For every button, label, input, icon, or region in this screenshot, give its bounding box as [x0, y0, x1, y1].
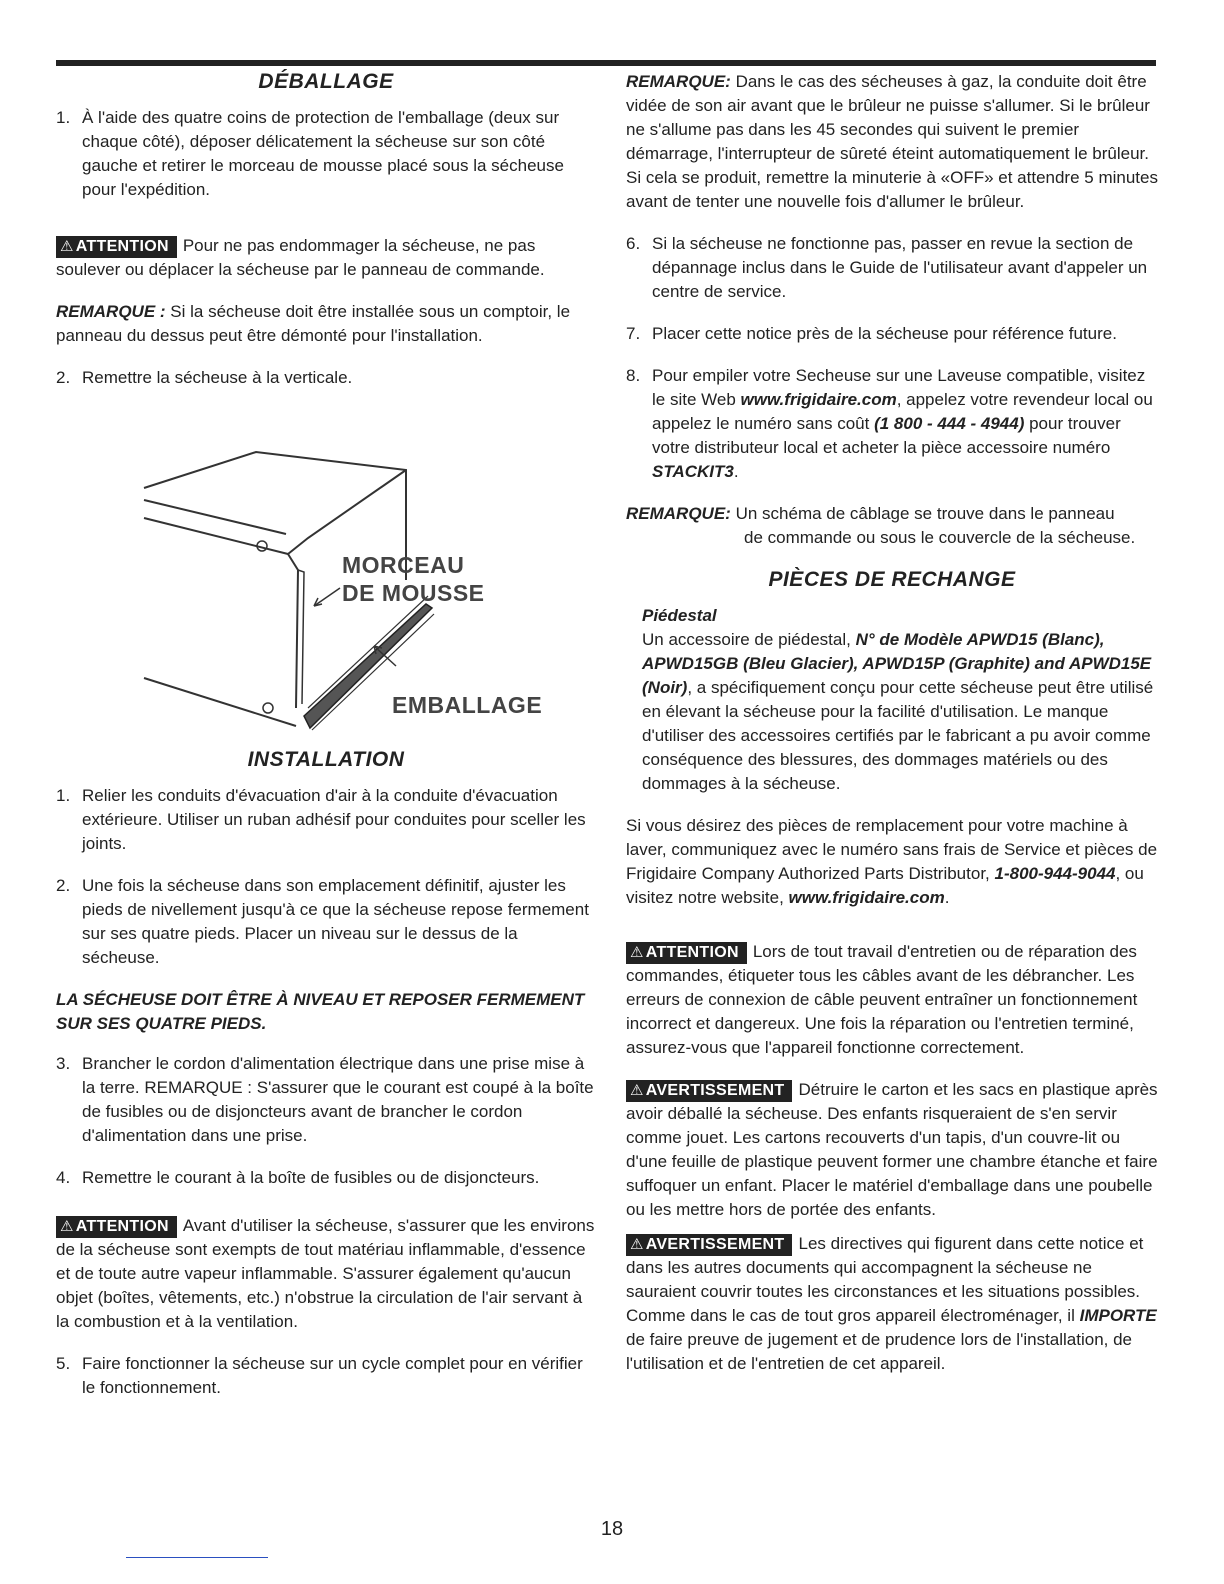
attention-text: Lors de tout travail d'entretien ou de réparation des commandes, étiqueter tous les câbles avant de les débrancher. Les erreurs de connexion de câble peuvent entraîner un fonctionnement incorrect et dangereux. Une fois la réparation ou l'entretien terminé, assurez-vous que l'appareil fonctionne correctement.	[626, 942, 1138, 1057]
heading-deballage: DÉBALLAGE	[258, 70, 394, 93]
install-step-2	[56, 874, 596, 970]
remarque-label: REMARQUE:	[626, 504, 731, 523]
step-text: Une fois la sécheuse dans son emplacement définitif, ajuster les pieds de nivellement jusqu'à ce que la sécheuse repose fermement sur ses quatre pieds. Placer un niveau sur le dessus de la sécheuse.	[82, 876, 589, 967]
step-number: 4.	[56, 1168, 71, 1187]
step-text: Faire fonctionner la sécheuse sur un cycle complet pour en vérifier le fonctionnement.	[82, 1354, 583, 1397]
step-number: 3.	[56, 1054, 71, 1073]
attention-service	[626, 940, 1158, 1060]
step-text: À l'aide des quatre coins de protection de l'emballage (deux sur chaque côté), déposer délicatement la sécheuse sur son côté gauche et retirer le morceau de mousse placé sous la sécheuse pour l'expédition.	[82, 108, 564, 199]
remarque-text: Si la sécheuse doit être installée sous un comptoir, le panneau du dessus peut être démonté pour l'installation.	[56, 302, 571, 345]
warning-triangle-icon: ⚠	[60, 238, 74, 255]
attention-notice-2	[56, 1214, 596, 1334]
phone-number: (1 800 - 444 - 4944)	[874, 414, 1025, 433]
footer-rule	[126, 1557, 268, 1558]
frigidaire-website-link[interactable]: www.frigidaire.com	[788, 888, 945, 907]
heading-installation: INSTALLATION	[247, 748, 405, 771]
avertissement-text: Détruire le carton et les sacs en plastique après avoir déballé la sécheuse. Des enfants risqueraient de s'en servir comme jouet. Les cartons recouverts d'un tapis, d'un couvre-lit ou d'une feuille de plastique peuvent former une chambre étanche et faire suffoquer un enfant. Placer le matériel d'emballage dans une poubelle ou les mettre hors de portée des enfants.	[626, 1080, 1158, 1219]
level-warning: LA SÉCHEUSE DOIT ÊTRE À NIVEAU ET REPOSER FERMEMENT SUR SES QUATRE PIEDS.	[56, 990, 585, 1033]
frigidaire-link[interactable]: www.frigidaire.com	[740, 390, 897, 409]
install-step-1	[56, 784, 596, 856]
step-text: Brancher le cordon d'alimentation électrique dans une prise mise à la terre. REMARQUE : S'assurer que le courant est coupé à la boîte de fusibles ou de disjoncteurs avant de brancher le cordon d'alimentation dans une prise.	[82, 1054, 594, 1145]
step-number: 8.	[626, 366, 641, 385]
step-number: 5.	[56, 1354, 71, 1373]
importe-emphasis: IMPORTE	[1079, 1306, 1157, 1325]
attention-badge: ⚠ ATTENTION	[56, 1216, 177, 1238]
remarque-label: REMARQUE:	[626, 72, 731, 91]
dryer-on-side-illustration	[56, 408, 596, 738]
install-step-5	[56, 1352, 596, 1400]
install-step-3	[56, 1052, 596, 1148]
warning-triangle-icon: ⚠	[630, 1236, 644, 1253]
heading-pieces-de-rechange: PIÈCES DE RECHANGE	[768, 568, 1016, 591]
install-step-4	[56, 1166, 596, 1190]
step-text: Placer cette notice près de la sécheuse pour référence future.	[652, 324, 1117, 343]
attention-notice-1	[56, 234, 596, 282]
step-6	[626, 232, 1158, 304]
page-number: 18	[600, 1518, 624, 1540]
step-number: 1.	[56, 108, 71, 127]
warning-triangle-icon: ⚠	[630, 944, 644, 961]
avertissement-badge: ⚠ AVERTISSEMENT	[626, 1080, 792, 1102]
label-emballage: EMBALLAGE	[392, 692, 543, 718]
step-text: Si la sécheuse ne fonctionne pas, passer en revue la section de dépannage inclus dans le Guide de l'utilisateur avant d'appeler un centre de service.	[652, 234, 1148, 301]
pedestal-section: Piédestal Un accessoire de piédestal, N° de Modèle APWD15 (Blanc), APWD15GB (Bleu Glacier), APWD15P (Graphite) and APWD15E (Noir), a spécifiquement conçu pour cette sécheuse peut être utilisé en élevant la sécheuse pour la facilité d'utilisation. Le manque d'utiliser des accessoires certifiés par le fabricant a pu avoir comme conséquence des blessures, des dommages matériels ou des dommages à la sécheuse.	[626, 604, 1158, 796]
step-7	[626, 322, 1158, 346]
right-column	[626, 70, 1158, 1394]
avertissement-2: ⚠ AVERTISSEMENT Les directives qui figurent dans cette notice et dans les autres documents qui accompagnent la sécheuse ne sauraient couvrir toutes les circonstances et les situations possibles. Comme dans le cas de tout gros appareil électroménager, il IMPORTE de faire preuve de jugement et de prudence lors de l'installation, de l'utilisation et de l'entretien de cet appareil.	[626, 1234, 1157, 1373]
pedestal-models: N° de Modèle APWD15 (Blanc), APWD15GB (Bleu Glacier), APWD15P (Graphite) and APWD15E (Noir)	[642, 630, 1152, 697]
pedestal-title: Piédestal	[642, 606, 717, 625]
foam-packaging-figure	[56, 408, 596, 738]
step-number: 2.	[56, 876, 71, 895]
step-text: Remettre le courant à la boîte de fusibles ou de disjoncteurs.	[82, 1168, 540, 1187]
remarque-wiring-line-2: de commande ou sous le couvercle de la sécheuse.	[744, 528, 1136, 547]
attention-text: Pour ne pas endommager la sécheuse, ne pas soulever ou déplacer la sécheuse par le panneau de commande.	[56, 236, 545, 279]
remarque-text: Dans le cas des sécheuses à gaz, la conduite doit être vidée de son air avant que le brûleur ne puisse s'allumer. Si le brûleur ne s'allume pas dans les 45 secondes qui suivent le premier démarrage, l'interrupteur de sûreté éteint automatiquement le brûleur. Si cela se produit, remettre la minuterie à «OFF» et attendre 5 minutes avant de tenter une nouvelle fois d'allumer le brûleur.	[626, 72, 1158, 211]
attention-text: Avant d'utiliser la sécheuse, s'assurer que les environs de la sécheuse sont exempts de tout matériau inflammable, d'essence et de toute autre vapeur inflammable. S'assurer également qu'aucun objet (boîtes, vêtements, etc.) n'obstrue la circulation de l'air servant à la combustion et à la ventilation.	[56, 1216, 595, 1331]
avertissement-badge: ⚠ AVERTISSEMENT	[626, 1234, 792, 1256]
step-8	[626, 364, 1158, 484]
step-number: 6.	[626, 234, 641, 253]
remarque-countertop	[56, 300, 596, 348]
step-number: 2.	[56, 368, 71, 387]
label-morceau: MORCEAU	[342, 552, 465, 578]
attention-badge: ⚠ ATTENTION	[626, 942, 747, 964]
unpack-step-2	[56, 366, 596, 390]
left-column	[56, 70, 596, 1418]
avertissement-1	[626, 1078, 1158, 1222]
step-number: 1.	[56, 786, 71, 805]
step-text: Relier les conduits d'évacuation d'air à la conduite d'évacuation extérieure. Utiliser un ruban adhésif pour conduites pour sceller les joints.	[82, 786, 586, 853]
label-de-mousse: DE MOUSSE	[342, 580, 485, 606]
step-text: Pour empiler votre Secheuse sur une Laveuse compatible, visitez le site Web www.frigidaire.com, appelez votre revendeur local ou appelez le numéro sans coût (1 800 - 444 - 4944) pour trouver votre distributeur local et acheter la pièce accessoire numéro STACKIT3.	[652, 366, 1153, 481]
remarque-wiring: REMARQUE: Un schéma de câblage se trouve dans le panneau de commande ou sous le couvercle de la sécheuse.	[626, 502, 1158, 550]
unpack-step-1	[56, 106, 596, 202]
parts-phone: 1-800-944-9044	[994, 864, 1116, 883]
step-text: Remettre la sécheuse à la verticale.	[82, 368, 353, 387]
top-rule	[56, 60, 1156, 66]
warning-triangle-icon: ⚠	[60, 1218, 74, 1235]
remarque-gas	[626, 70, 1158, 214]
step-number: 7.	[626, 324, 641, 343]
warning-triangle-icon: ⚠	[630, 1082, 644, 1099]
attention-badge: ⚠ ATTENTION	[56, 236, 177, 258]
replacement-parts: Si vous désirez des pièces de remplacement pour votre machine à laver, communiquez avec le numéro sans frais de Service et pièces de Frigidaire Company Authorized Parts Distributor, 1-800-944-9044, ou visitez notre website, www.frigidaire.com.	[626, 816, 1158, 907]
part-number: STACKIT3	[652, 462, 734, 481]
remarque-label: REMARQUE :	[56, 302, 166, 321]
